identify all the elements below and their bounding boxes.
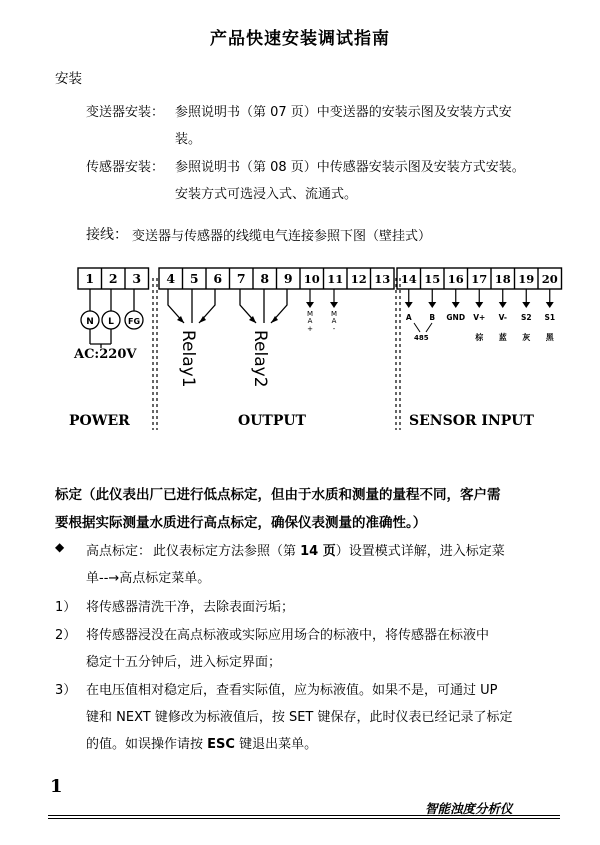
step-1-text: 将传感器清洗干净，去除表面污垢； [86, 600, 295, 615]
step-3-num: 3） [55, 683, 77, 698]
sensor-input-section-label: SENSOR INPUT [409, 413, 534, 429]
high-cal-text-a: 此仪表标定方法参照（第 [153, 544, 301, 559]
terminal-number: 6 [213, 271, 223, 286]
sensor-install-text-cont: 安装方式可选浸入式、流通式。 [175, 187, 358, 202]
step-2-text-cont: 稳定十五分钟后，进入标定界面； [86, 655, 282, 670]
install-heading: 安装 [55, 71, 82, 87]
sensor-pin-label: V+ [473, 313, 486, 322]
high-cal-label: 高点标定： [86, 544, 152, 559]
terminal-number: 2 [108, 271, 118, 286]
transmitter-install-text-cont: 装。 [175, 132, 202, 147]
high-cal-text-b: ）设置模式详解，进入标定菜 [335, 544, 505, 559]
ma-plus-label: M A + [306, 310, 314, 333]
step-2-text: 将传感器浸没在高点标液或实际应用场合的标液中，将传感器在标液中 [86, 628, 490, 643]
wire-color-label: 黑 [545, 333, 554, 342]
terminal-number: 11 [327, 272, 344, 286]
transmitter-install-text: 参照说明书（第 07 页）中变送器的安装示图及安装方式安 [175, 105, 512, 120]
esc-key: ESC [207, 737, 235, 752]
terminal-number: 3 [132, 271, 142, 286]
terminal-number: 18 [494, 272, 511, 286]
step-3-text-b: 键退出菜单。 [234, 737, 318, 752]
sensor-install-label: 传感器安装： [86, 160, 165, 175]
step-1-num: 1） [55, 600, 77, 615]
power-l-label: L [108, 317, 114, 327]
wire-color-label: 棕 [475, 333, 484, 342]
sensor-pin-label: GND [446, 313, 466, 322]
terminal-number: 16 [447, 272, 464, 286]
sensor-pin-label: S1 [544, 313, 556, 322]
step-3-text-cont: 键和 NEXT 键修改为标液值后，按 SET 键保存，此时仪表已经记录了标定 [86, 710, 513, 725]
page-number: 1 [50, 776, 63, 797]
step-2-num: 2） [55, 628, 77, 643]
transmitter-install-label: 变送器安装： [86, 105, 165, 120]
terminal-number: 4 [166, 271, 176, 286]
power-fg-label: FG [127, 317, 141, 326]
relay2-label: Relay2 [250, 330, 270, 388]
sensor-pin-label: V- [498, 313, 507, 322]
step-3-text-a: 的值。如误操作请按 [86, 737, 208, 752]
wire-color-label: 蓝 [498, 333, 507, 342]
terminal-number: 5 [189, 271, 199, 286]
terminal-number: 13 [374, 272, 391, 286]
terminal-number: 19 [518, 272, 535, 286]
terminal-number: 1 [85, 271, 95, 286]
terminal-number: 9 [283, 271, 293, 286]
ac-220v-label: AC:220V [74, 347, 137, 362]
power-n-label: N [86, 317, 94, 327]
terminal-number: 8 [260, 271, 270, 286]
output-section-label: OUTPUT [238, 413, 306, 429]
rs485-label: 485 [414, 334, 429, 342]
wiring-label: 接线： [86, 227, 128, 243]
terminal-number: 10 [303, 272, 320, 286]
relay1-label: Relay1 [178, 330, 198, 388]
ma-minus-label: M A - [330, 310, 338, 333]
terminal-number: 12 [350, 272, 367, 286]
step-3-text-cont-2 [86, 733, 317, 752]
product-name: 智能浊度分析仪 [425, 801, 513, 816]
footer-rule-2 [48, 818, 560, 819]
sensor-pin-label: A [405, 313, 412, 322]
high-cal-page: 14 页 [300, 544, 336, 559]
terminal-number: 7 [236, 271, 246, 286]
high-cal-text [153, 540, 505, 559]
sensor-pin-label: B [429, 313, 436, 322]
bullet-icon: ◆ [55, 540, 65, 554]
terminal-number: 15 [424, 272, 441, 286]
high-cal-text-cont: 单--→高点标定菜单。 [86, 571, 211, 586]
calibration-heading-1: 标定（此仪表出厂已进行低点标定，但由于水质和测量的量程不同，客户需 [55, 487, 501, 503]
page-title: 产品快速安装调试指南 [210, 29, 390, 49]
power-section-label: POWER [69, 413, 130, 429]
footer-rule [48, 815, 560, 816]
terminal-number: 17 [471, 272, 488, 286]
wire-color-label: 灰 [522, 333, 531, 342]
terminal-number: 14 [400, 272, 417, 286]
sensor-install-text: 参照说明书（第 08 页）中传感器安装示图及安装方式安装。 [175, 160, 525, 175]
wiring-diagram [0, 260, 600, 445]
wiring-text: 变送器与传感器的线缆电气连接参照下图（壁挂式） [132, 229, 432, 244]
terminal-number: 20 [541, 272, 558, 286]
calibration-heading-2: 要根据实际测量水质进行高点标定，确保仪表测量的准确性。） [55, 515, 427, 531]
step-3-text: 在电压值相对稳定后，查看实际值，应为标液值。如果不是，可通过 UP [86, 683, 498, 698]
sensor-pin-label: S2 [520, 313, 532, 322]
